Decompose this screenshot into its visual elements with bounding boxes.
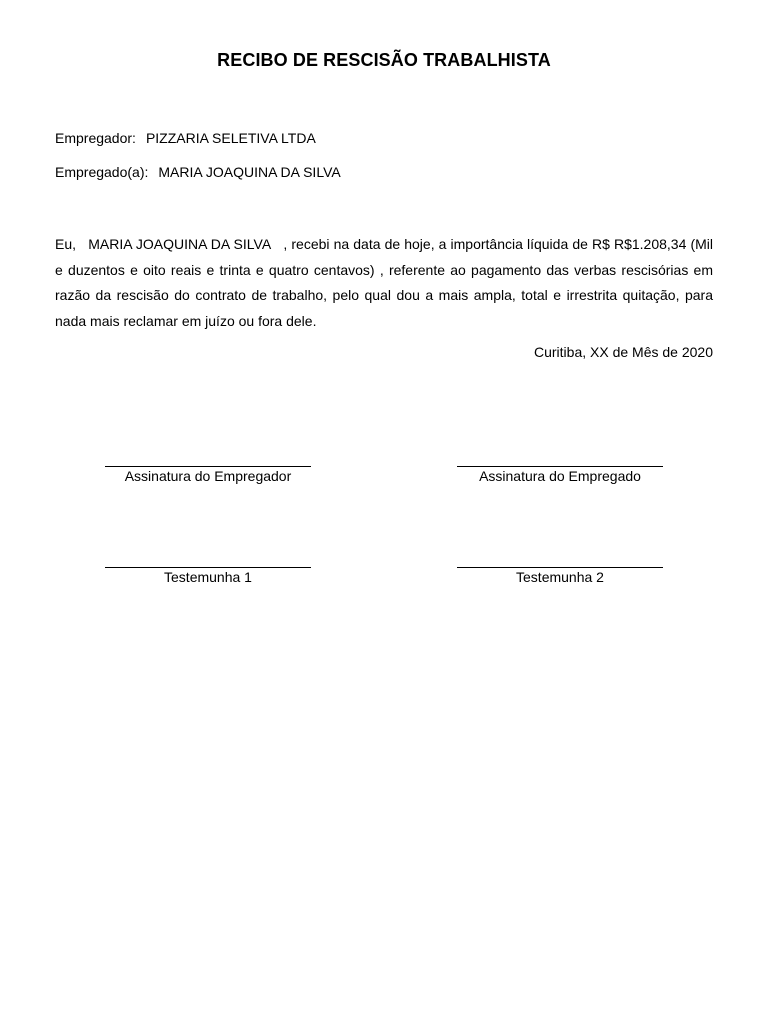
employer-name: PIZZARIA SELETIVA LTDA: [145, 130, 316, 146]
employee-field: [55, 164, 341, 180]
employee-signature-block: [455, 452, 665, 485]
witness-1-signature-label: Testemunha 1: [164, 569, 252, 585]
body-amount-words: (Mil e duzentos e oito reais e trinta e quatro centavos): [55, 236, 714, 278]
witness-1-signature-block: [103, 553, 313, 586]
witness-2-signature-line: [457, 553, 663, 568]
body-text-1: , recebi na data de hoje, a importância líquida de R$: [283, 236, 610, 252]
receipt-body: [55, 232, 713, 334]
witness-1-signature-line: [105, 553, 311, 568]
body-text-2: , referente ao pagamento das verbas rescisórias em razão da rescisão do contrato de trabalho, pelo qual dou a mais ampla, total e irrestrita quitação, para nada mais reclamar em juízo ou fora dele.: [55, 261, 714, 329]
employer-field: [55, 130, 316, 146]
body-prefix: Eu,: [55, 236, 77, 252]
witness-2-signature-label: Testemunha 2: [516, 569, 604, 585]
body-employee-name: MARIA JOAQUINA DA SILVA: [88, 236, 272, 252]
employee-label: Empregado(a):: [55, 164, 149, 180]
employee-signature-line: [457, 452, 663, 467]
employer-label: Empregador:: [55, 130, 136, 146]
place-date: Curitiba, XX de Mês de 2020: [534, 344, 713, 360]
body-amount: R$1.208,34: [613, 236, 687, 252]
employer-signature-label: Assinatura do Empregador: [124, 468, 292, 484]
employer-signature-line: [105, 452, 311, 467]
employer-signature-block: [103, 452, 313, 485]
witness-2-signature-block: [455, 553, 665, 586]
employee-signature-label: Assinatura do Empregado: [479, 468, 641, 484]
document-title: RECIBO DE RESCISÃO TRABALHISTA: [217, 50, 551, 70]
employee-name: MARIA JOAQUINA DA SILVA: [158, 164, 341, 180]
